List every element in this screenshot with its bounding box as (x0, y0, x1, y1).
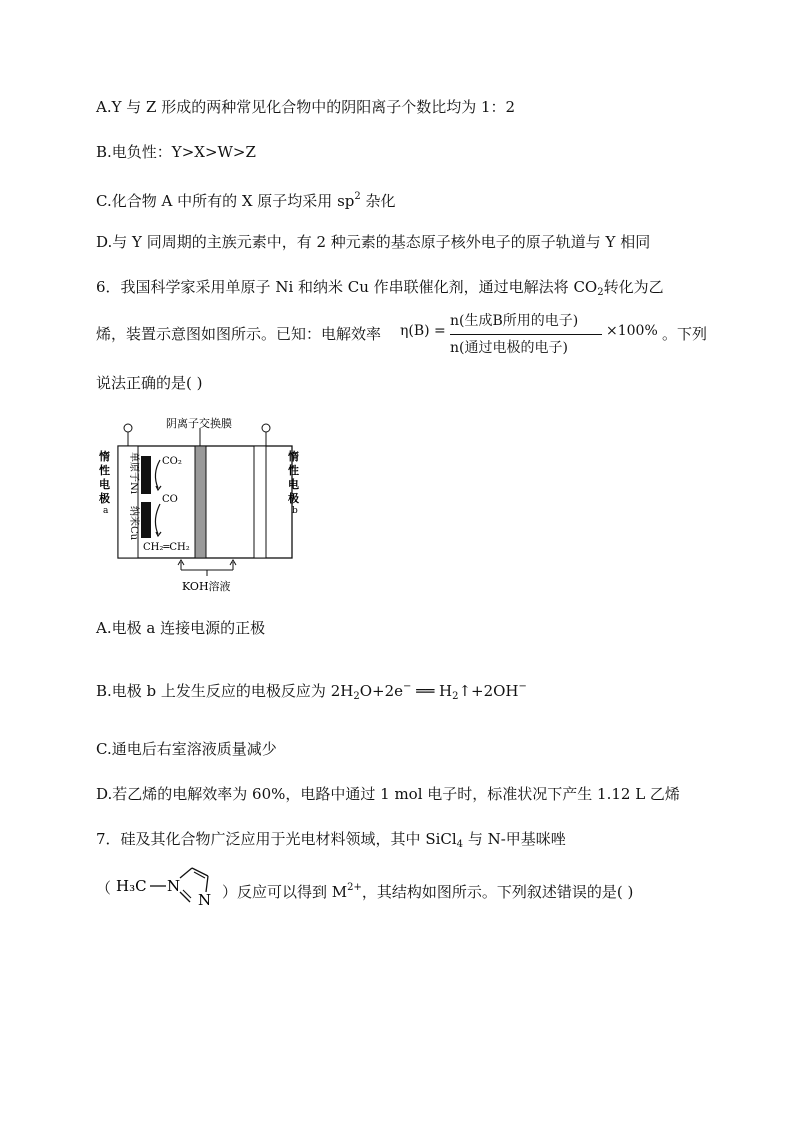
formula-lhs: η(B) = (400, 323, 446, 339)
terminal-b (262, 424, 270, 432)
q6-stem-line3: 说法正确的是( ) (96, 374, 203, 392)
q6-option-d: D.若乙烯的电解效率为 60%，电路中通过 1 mol 电子时，标准状况下产生 1.12 L 乙烯 (96, 785, 680, 803)
q7-stem-text: 7．硅及其化合物广泛应用于光电材料领域，其中 SiCl (96, 830, 457, 848)
cu-label: 纳米Cu (128, 506, 139, 541)
ring-n1-label: N (167, 877, 181, 895)
membrane-label: 阴离子交换膜 (166, 417, 232, 430)
q7-stem-line1 (96, 828, 566, 856)
electrode-a-label (98, 449, 110, 516)
cu-catalyst-block (141, 502, 151, 538)
efficiency-formula (400, 310, 660, 360)
terminal-a (124, 424, 132, 432)
q5-option-b: B.电负性：Y>X>W>Z (96, 143, 256, 161)
ethylene-label: CH₂═CH₂ (143, 542, 190, 553)
q5-option-a: A.Y 与 Z 形成的两种常见化合物中的阴阳离子个数比均为 1：2 (96, 98, 516, 116)
formula-numerator: n(生成B所用的电子) (450, 313, 579, 329)
electrode-a-char-3: 电 (99, 478, 110, 491)
anion-exchange-membrane (195, 446, 206, 558)
formula-denominator: n(通过电极的电子) (450, 340, 568, 356)
q6-option-a: A.电极 a 连接电源的正极 (96, 619, 266, 637)
q6-stem-sub: 2 (597, 287, 604, 298)
n-methylimidazole-structure (114, 858, 224, 910)
q5-option-c-tail: 杂化 (360, 192, 396, 210)
q6-stem-tail: 转化为乙 (603, 278, 664, 296)
q7-stem2-tail: ，其结构如图所示。下列叙述错误的是( ) (361, 883, 634, 901)
q5-option-d: D.与 Y 同周期的主族元素中，有 2 种元素的基态原子核外电子的原子轨道与 Y 相同 (96, 233, 651, 251)
electrode-b-strip (254, 446, 266, 558)
ni-label: 单原子Ni (128, 452, 139, 494)
q6-option-b-mid: O+2e (359, 682, 403, 700)
electrolysis-diagram (96, 414, 321, 596)
co2-label: CO₂ (162, 456, 182, 467)
q7-stem-open-paren: （ (96, 879, 112, 897)
q6-stem-text: 6．我国科学家采用单原子 Ni 和纳米 Cu 作串联催化剂，通过电解法将 CO (96, 278, 598, 296)
electrode-a-char-4: 极 (99, 492, 110, 505)
q6-stem-line2: 烯，装置示意图如图所示。已知：电解效率 (96, 325, 382, 343)
q5-option-c (96, 186, 396, 212)
ring-bond-1 (180, 868, 192, 878)
q7-stem-sub: 4 (456, 839, 464, 850)
q7-stem2-text: ）反应可以得到 M (222, 883, 348, 901)
electrode-b-char-5: b (292, 506, 298, 516)
q6-option-b-mid3: ══ H (411, 682, 453, 700)
electrode-b-char-1: 惰 (288, 450, 299, 463)
electrode-a-char-1: 惰 (99, 450, 110, 463)
q6-option-b-tail: ↑+2OH (458, 682, 519, 700)
q7-stem-line2 (222, 877, 633, 903)
methyl-group-label: H₃C (116, 877, 147, 895)
q6-option-b-sub2: 2 (452, 691, 459, 702)
q6-option-c: C.通电后右室溶液质量减少 (96, 740, 277, 758)
fraction-bar (450, 334, 602, 335)
koh-label: KOH溶液 (182, 580, 231, 593)
q6-stem-line1 (96, 276, 664, 304)
q7-stem-tail: 与 N-甲基咪唑 (463, 830, 566, 848)
ring-bond-4 (180, 892, 190, 902)
ni-catalyst-block (141, 456, 151, 494)
co-label: CO (162, 494, 178, 505)
ring-n2-label: N (198, 891, 212, 909)
q5-option-c-text: C.化合物 A 中所有的 X 原子均采用 sp (96, 192, 355, 210)
electrode-a-char-5: a (103, 506, 109, 516)
electrode-a-char-2: 性 (99, 464, 110, 477)
q6-option-b-sub1: 2 (353, 691, 360, 702)
electrode-b-char-3: 电 (288, 478, 299, 491)
q7-stem2-sup: 2+ (347, 882, 362, 893)
q5-option-c-sup: 2 (354, 191, 361, 202)
formula-rhs: ×100% (606, 323, 658, 339)
ring-bond-3 (206, 876, 208, 892)
q6-option-b-sup1: − (403, 681, 412, 692)
ring-double-bond (194, 872, 205, 878)
electrode-b-char-2: 性 (288, 464, 299, 477)
q6-stem-line2-tail: 。下列 (662, 325, 708, 343)
electrode-b-char-4: 极 (288, 492, 299, 505)
q6-option-b-sup2: − (518, 681, 527, 692)
q6-option-b (96, 676, 527, 708)
q6-option-b-text: B.电极 b 上发生反应的电极反应为 2H (96, 682, 354, 700)
